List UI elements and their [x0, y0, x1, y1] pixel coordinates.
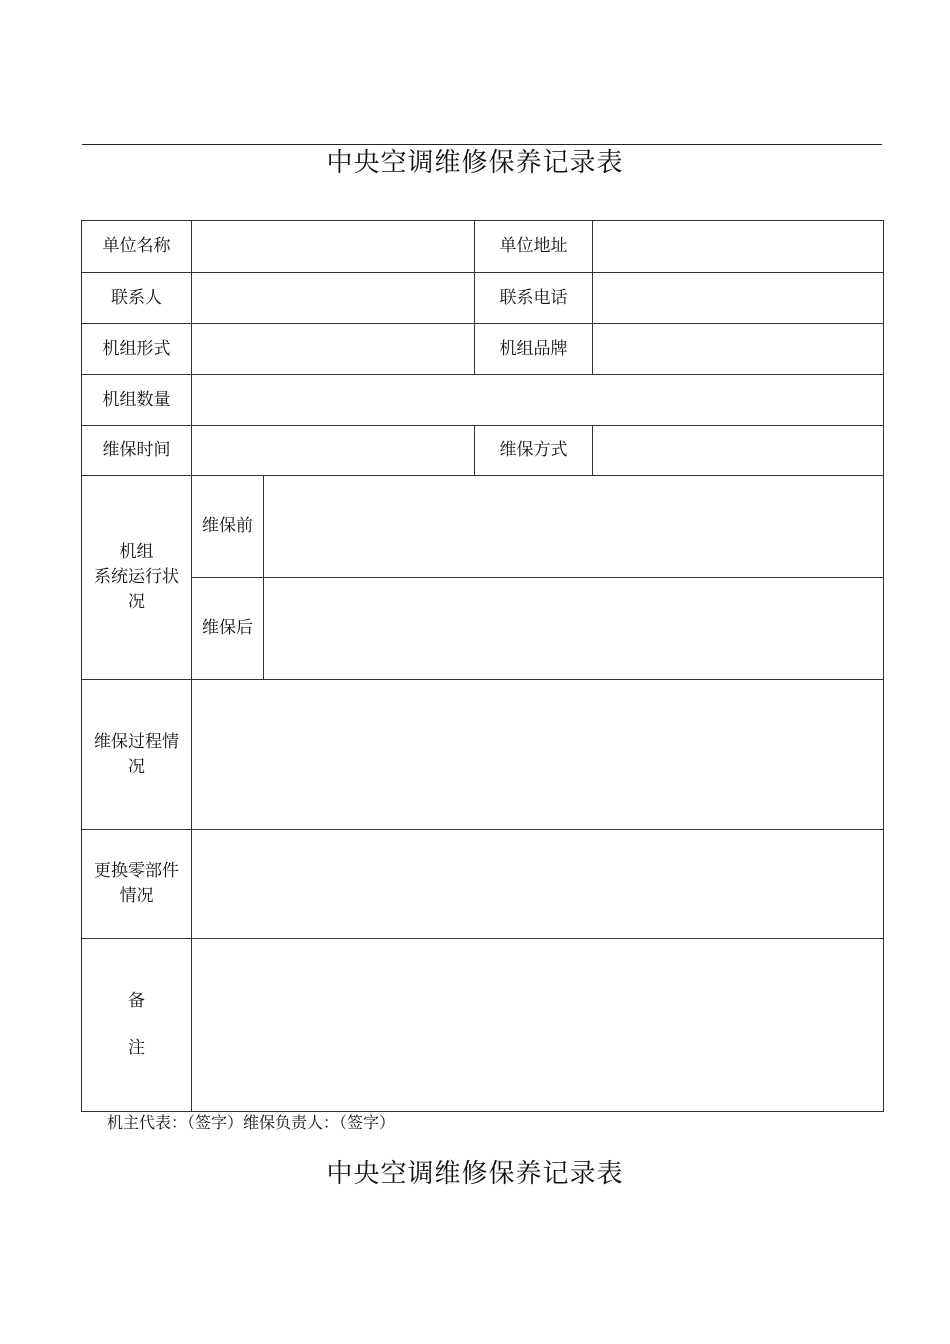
table-row: [82, 830, 884, 939]
maintenance-time-field[interactable]: [192, 426, 475, 476]
maintenance-method-label: 维保方式: [475, 426, 593, 476]
top-rule: [82, 144, 882, 145]
table-row: [82, 273, 884, 324]
contact-phone-label: 联系电话: [475, 273, 593, 324]
replaced-parts-label-line2: 情况: [119, 886, 154, 906]
maintenance-method-field[interactable]: [593, 426, 884, 476]
table-row: [82, 680, 884, 830]
before-maintenance-label: 维保前: [192, 476, 264, 578]
contact-person-field[interactable]: [192, 273, 475, 324]
unit-brand-field[interactable]: [593, 324, 884, 375]
replaced-parts-label-line1: 更换零部件: [94, 861, 179, 881]
unit-address-field[interactable]: [593, 221, 884, 273]
maintenance-record-table: [81, 220, 884, 1112]
form-title: 中央空调维修保养记录表: [326, 148, 624, 178]
unit-name-field[interactable]: [192, 221, 475, 273]
maintenance-process-label-line2: 况: [128, 756, 145, 777]
table-row: [82, 221, 884, 273]
maintenance-process-label-line1: 维保过程情: [94, 731, 179, 752]
signature-line: 机主代表：（签字）维保负责人：（签字）: [107, 1113, 396, 1132]
contact-person-label: 联系人: [82, 273, 192, 324]
contact-phone-field[interactable]: [593, 273, 884, 324]
table-row: [82, 426, 884, 476]
maintenance-time-label: 维保时间: [82, 426, 192, 476]
table-row: [82, 375, 884, 426]
before-maintenance-field[interactable]: [264, 476, 884, 578]
replaced-parts-label: [82, 830, 192, 939]
unit-brand-label: 机组品牌: [475, 324, 593, 375]
unit-type-field[interactable]: [192, 324, 475, 375]
unit-type-label: 机组形式: [82, 324, 192, 375]
remarks-label: [82, 939, 192, 1112]
table-row: [82, 939, 884, 1112]
unit-count-label: 机组数量: [82, 375, 192, 426]
repeated-form-title: 中央空调维修保养记录表: [326, 1159, 624, 1189]
table-row: [82, 578, 884, 680]
remarks-label-line1: 备: [128, 991, 145, 1011]
remarks-label-gap: [82, 1014, 191, 1036]
after-maintenance-label: 维保后: [192, 578, 264, 680]
system-status-label-line1: 机组: [119, 542, 154, 562]
system-status-label-line2: 系统运行状: [94, 567, 179, 587]
system-status-label-line3: 况: [128, 592, 145, 612]
unit-count-field[interactable]: [192, 375, 884, 426]
replaced-parts-field[interactable]: [192, 830, 884, 939]
maintenance-process-field[interactable]: [192, 680, 884, 830]
table-row: [82, 476, 884, 578]
unit-name-label: 单位名称: [82, 221, 192, 273]
system-status-label: [82, 476, 192, 680]
table-row: [82, 324, 884, 375]
remarks-field[interactable]: [192, 939, 884, 1112]
unit-address-label: 单位地址: [475, 221, 593, 273]
after-maintenance-field[interactable]: [264, 578, 884, 680]
maintenance-process-label: [82, 680, 192, 830]
remarks-label-line2: 注: [128, 1038, 145, 1058]
